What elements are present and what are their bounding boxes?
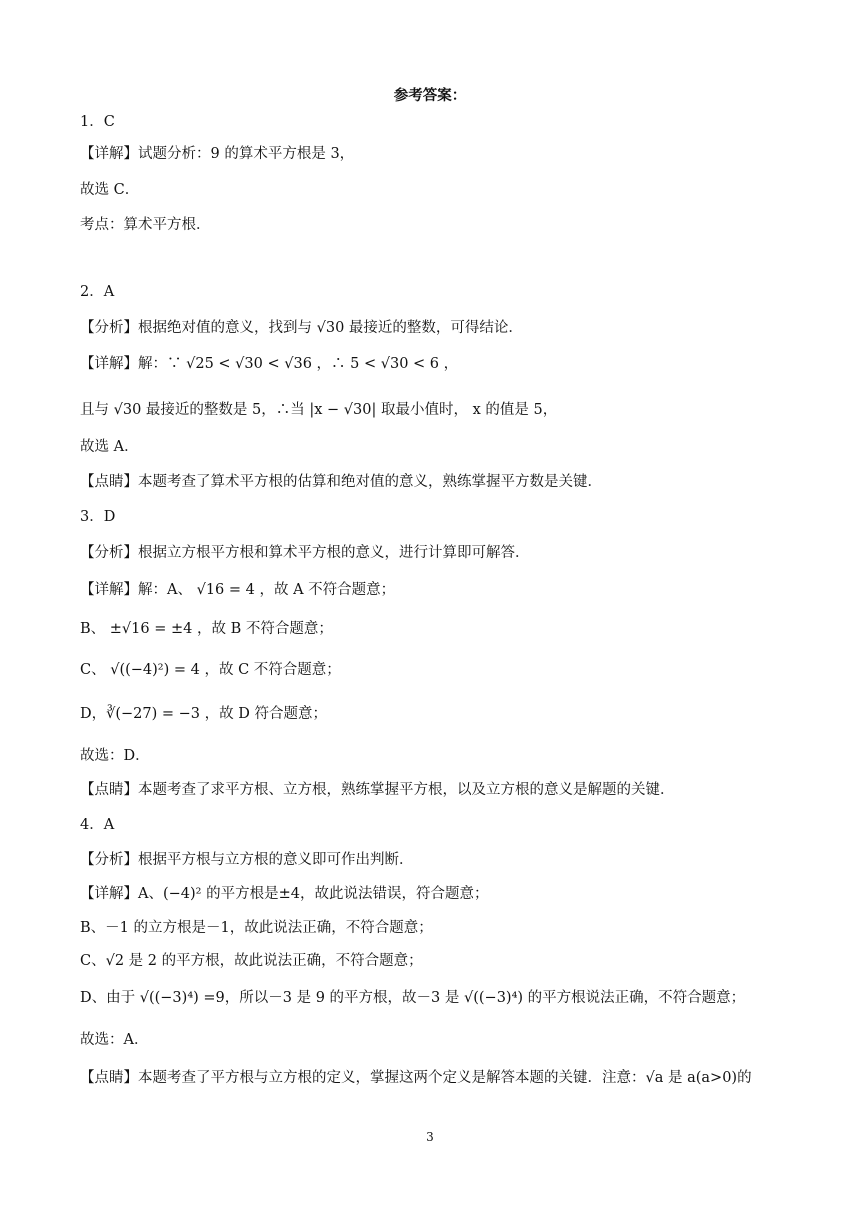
q2-detail — [80, 354, 458, 374]
q2-answer: 2．A — [80, 284, 115, 300]
q3-choose: 故选：D． — [80, 748, 150, 764]
q3-option-d: D，∛(−27) = −3 ，故 D 符合题意； — [80, 706, 327, 722]
q3-option-a: 【详解】解：A、 √16 = 4 ，故 A 不符合题意； — [80, 582, 396, 598]
q4-option-c: C、√2 是 2 的平方根，故此说法正确，不符合题意； — [80, 953, 423, 969]
q2-comment: 【点睛】本题考查了算术平方根的估算和绝对值的意义，熟练掌握平方数是关键． — [80, 474, 602, 490]
page-number: 3 — [426, 1130, 434, 1144]
q4-answer: 4．A — [80, 817, 115, 833]
q1-topic: 考点：算术平方根． — [80, 217, 211, 233]
q3-option-c: C、 √((−4)²) = 4 ，故 C 不符合题意； — [80, 662, 341, 678]
q3-analysis: 【分析】根据立方根平方根和算术平方根的意义，进行计算即可解答． — [80, 545, 530, 561]
q3-option-b: B、 ±√16 = ±4 ，故 B 不符合题意； — [80, 621, 333, 637]
q4-option-a: 【详解】A、(−4)² 的平方根是±4，故此说法错误，符合题意； — [80, 886, 489, 902]
q2-detail-2: 且与 √30 最接近的整数是 5，∴当 |x − √30| 取最小值时， x 的值是 5， — [80, 402, 558, 418]
q4-choose: 故选：A． — [80, 1032, 149, 1048]
q4-comment: 【点睛】本题考查了平方根与立方根的定义，掌握这两个定义是解答本题的关键．注意：√a 是 a(a>0)的 — [80, 1070, 752, 1086]
q4-analysis: 【分析】根据平方根与立方根的意义即可作出判断． — [80, 852, 414, 868]
q1-choose: 故选 C． — [80, 182, 140, 198]
q4-option-b: B、－1 的立方根是－1，故此说法正确，不符合题意； — [80, 920, 433, 936]
q3-answer: 3．D — [80, 509, 116, 525]
q2-choose: 故选 A． — [80, 439, 139, 455]
q2-detail-expr: ∵ √25 < √30 < √36 ，∴ 5 < √30 < 6 ， — [167, 356, 459, 372]
q1-answer: 1．C — [80, 114, 115, 130]
q3-comment: 【点睛】本题考查了求平方根、立方根，熟练掌握平方根，以及立方根的意义是解题的关键． — [80, 782, 675, 798]
q2-analysis: 【分析】根据绝对值的意义，找到与 √30 最接近的整数，可得结论． — [80, 320, 523, 336]
q4-option-d: D、由于 √((−3)⁴) =9，所以－3 是 9 的平方根，故－3 是 √((−3)⁴) 的平方根说法正确，不符合题意； — [80, 990, 746, 1006]
q1-detail: 【详解】试题分析：9 的算术平方根是 3， — [80, 146, 355, 162]
q2-detail-prefix: 【详解】解： — [80, 356, 167, 372]
page-title: 参考答案： — [393, 87, 467, 104]
